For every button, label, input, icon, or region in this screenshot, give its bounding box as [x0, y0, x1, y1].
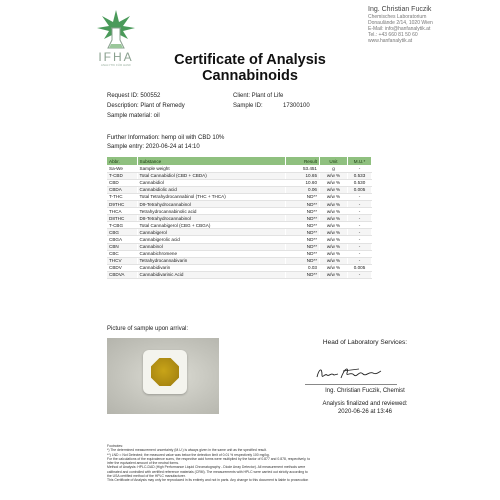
table-row	[107, 271, 372, 278]
cell-substance: D8-Tetrahydrocannabinol	[137, 215, 286, 222]
sample-id-value: 17300100	[283, 103, 310, 109]
cell-result: ND**	[286, 215, 320, 222]
cell-result: ND**	[286, 193, 320, 200]
cell-mu: -	[348, 193, 372, 200]
cell-result: 10.60	[286, 179, 320, 186]
column-header-mu: M.U.*	[348, 157, 372, 165]
cell-result: ND**	[286, 200, 320, 207]
footnote-line: calibrated and controlled with certified reference materials (CRM). The measurements with HPLC were carried out strictly according to	[107, 469, 308, 474]
cell-substance: Total Tetrahydrocannabinol (THC + THCA)	[137, 193, 286, 200]
cell-mu: -	[348, 229, 372, 236]
cell-substance: Cannabigerol	[137, 229, 286, 236]
signature-line	[305, 384, 397, 385]
cell-result: ND**	[286, 236, 320, 243]
footnote-line: the USA certified method of the HPLC manufacturer.	[107, 474, 186, 479]
lab-line: E-Mail: info@hanfanalytik.at	[368, 26, 431, 32]
cell-unit: w/w %	[320, 257, 348, 264]
cell-mu: -	[348, 243, 372, 250]
cell-abbr: T-CBD	[107, 172, 137, 179]
cell-abbr: CBDVA	[107, 271, 137, 278]
title-line-2: Cannabinoids	[202, 68, 298, 84]
cell-unit: w/w %	[320, 229, 348, 236]
cell-unit: w/w %	[320, 264, 348, 271]
cell-substance: Total Cannabidiol (CBD + CBDA)	[137, 172, 286, 179]
cell-mu: 0.005	[348, 264, 372, 271]
picture-label: Picture of sample upon arrival:	[107, 326, 189, 332]
cell-abbr: T-CBG	[107, 222, 137, 229]
footnote-line: For the calculations of the equivalence sums, the respective acid forms were multiplied by the factor of 0.877 and 0.878, respectively, to	[107, 456, 311, 461]
footnote-line: Footnotes:	[107, 444, 124, 448]
cell-abbr: CBG	[107, 229, 137, 236]
logo-subtext: ANALYTIK FÜR HANF	[100, 63, 132, 67]
cell-result: 0.06	[286, 186, 320, 193]
table-row	[107, 172, 372, 179]
lab-line: www.hanfanalytik.at	[368, 38, 413, 44]
request-id: Request ID: 500552	[107, 93, 161, 99]
cell-unit: w/w %	[320, 215, 348, 222]
finalized-line-2: 2020-06-26 at 13:46	[337, 409, 393, 415]
cell-abbr: CBDA	[107, 186, 137, 193]
cell-result: 10.65	[286, 172, 320, 179]
further-information: Further Information: hemp oil with CBD 10%	[107, 135, 225, 141]
cell-result: ND**	[286, 222, 320, 229]
cell-mu: -	[348, 222, 372, 229]
cell-substance: Cannabichromene	[137, 250, 286, 257]
head-of-lab-label: Head of Laboratory Services:	[322, 339, 408, 346]
sample-photo	[107, 338, 219, 414]
cell-abbr: Sa-We	[107, 165, 137, 172]
finalized-info	[285, 400, 445, 416]
signer-name: Ing. Christian Fuczik, Chemist	[325, 388, 405, 394]
cell-substance: Tetrahydrocannabinolic acid	[137, 208, 286, 215]
table-row	[107, 236, 372, 243]
sample-material: Sample material: oil	[107, 113, 160, 119]
cell-substance: Cannabidivarinic Acid	[137, 271, 286, 278]
table-row	[107, 179, 372, 186]
table-row	[107, 229, 372, 236]
cell-mu: -	[348, 215, 372, 222]
table-row	[107, 222, 372, 229]
cell-result: 0.03	[286, 264, 320, 271]
sample-id-label: Sample ID:	[233, 103, 263, 109]
lab-line: Tel.: +43 660 81 50 60	[368, 32, 418, 38]
cell-unit: w/w %	[320, 193, 348, 200]
sample-entry: Sample entry: 2020-06-24 at 14:10	[107, 144, 200, 150]
cell-result: 53.451	[286, 165, 320, 172]
cell-unit: g	[320, 165, 348, 172]
cell-unit: w/w %	[320, 208, 348, 215]
cell-abbr: THCA	[107, 208, 137, 215]
cell-substance: Cannabinol	[137, 243, 286, 250]
lab-line: Chemisches Laboratorium	[368, 14, 427, 20]
cell-mu: -	[348, 257, 372, 264]
table-row	[107, 193, 372, 200]
cell-mu: -	[348, 200, 372, 207]
table-row	[107, 215, 372, 222]
cell-abbr: CBDV	[107, 264, 137, 271]
cell-mu: 0.005	[348, 186, 372, 193]
cell-unit: w/w %	[320, 250, 348, 257]
table-row	[107, 200, 372, 207]
logo-text: IFHA	[98, 50, 134, 64]
cell-mu: -	[348, 250, 372, 257]
cell-substance: Cannabidiol	[137, 179, 286, 186]
table-row	[107, 208, 372, 215]
footnote-line: Method of Analysis: HPLC-DAD (High Performance Liquid Chromatography - Diode Array Detector). All measurement methods were	[107, 465, 306, 470]
signature-icon	[313, 363, 383, 383]
table-row	[107, 257, 372, 264]
oil-sample	[151, 358, 179, 386]
cell-unit: w/w %	[320, 172, 348, 179]
cell-substance: Cannabidivarin	[137, 264, 286, 271]
table-row	[107, 264, 372, 271]
cell-abbr: CBN	[107, 243, 137, 250]
footnote-line: *) The determined measurement uncertainty (M.U.) is always given in the same unit as the specified result.	[107, 448, 267, 453]
cell-unit: w/w %	[320, 236, 348, 243]
cell-substance: Sample weight	[137, 165, 286, 172]
table-row	[107, 243, 372, 250]
cell-substance: Total Cannabigerol (CBG + CBGA)	[137, 222, 286, 229]
lab-address	[368, 6, 478, 44]
column-header-unit: Unit	[320, 157, 348, 165]
cell-unit: w/w %	[320, 222, 348, 229]
results-table	[107, 157, 372, 279]
column-header-substance: Substance	[137, 157, 286, 165]
cell-substance: Tetrahydrocannabivarin	[137, 257, 286, 264]
column-header-result: Result	[286, 157, 320, 165]
cell-result: ND**	[286, 271, 320, 278]
cell-abbr: T-THC	[107, 193, 137, 200]
cell-abbr: THCV	[107, 257, 137, 264]
cell-abbr: D9THC	[107, 200, 137, 207]
client: Client: Plant of Life	[233, 93, 284, 99]
footnote-line: This Certificate of Analysis may only be reproduced in its entirety and not in parts. Any change to this document is liable to prosecution	[107, 478, 309, 483]
ifha-logo-icon	[92, 6, 140, 52]
description: Description: Plant of Remedy	[107, 103, 185, 109]
footnote-line: infer the equivalent amount of the neutral forms.	[107, 461, 179, 466]
table-header-row	[107, 157, 372, 165]
cell-mu: -	[348, 236, 372, 243]
cell-unit: w/w %	[320, 200, 348, 207]
table-row	[107, 250, 372, 257]
cell-mu: -	[348, 208, 372, 215]
footnotes	[107, 444, 407, 483]
cell-substance: D9-Tetrahydrocannabinol	[137, 200, 286, 207]
cell-abbr: CBGA	[107, 236, 137, 243]
title-line-1: Certificate of Analysis	[174, 52, 326, 68]
cell-unit: w/w %	[320, 179, 348, 186]
cell-unit: w/w %	[320, 186, 348, 193]
cell-result: ND**	[286, 229, 320, 236]
column-header-abbr: Abbr.	[107, 157, 137, 165]
finalized-line-1: Analysis finalized and reviewed:	[322, 401, 408, 407]
cell-mu: -	[348, 271, 372, 278]
cell-mu: 0.533	[348, 172, 372, 179]
cell-mu: 0.530	[348, 179, 372, 186]
table-row	[107, 186, 372, 193]
cell-unit: w/w %	[320, 271, 348, 278]
cell-mu: -	[348, 165, 372, 172]
cell-substance: Cannabidiolic acid	[137, 186, 286, 193]
cell-abbr: D8THC	[107, 215, 137, 222]
lab-name: Ing. Christian Fuczik	[368, 6, 432, 13]
cell-abbr: CBD	[107, 179, 137, 186]
cell-substance: Cannabigerolic acid	[137, 236, 286, 243]
cell-unit: w/w %	[320, 243, 348, 250]
footnote-line: **) LND = Not Detected; the measured value was below the detection limit of 0.01 % respectively 100 mg/kg.	[107, 452, 270, 457]
cell-result: ND**	[286, 208, 320, 215]
table-row	[107, 165, 372, 172]
cell-result: ND**	[286, 243, 320, 250]
cell-result: ND**	[286, 250, 320, 257]
document-title	[0, 52, 500, 84]
cell-abbr: CBC	[107, 250, 137, 257]
lab-line: Donaulände 2/14, 1020 Wien	[368, 20, 433, 26]
cell-result: ND**	[286, 257, 320, 264]
